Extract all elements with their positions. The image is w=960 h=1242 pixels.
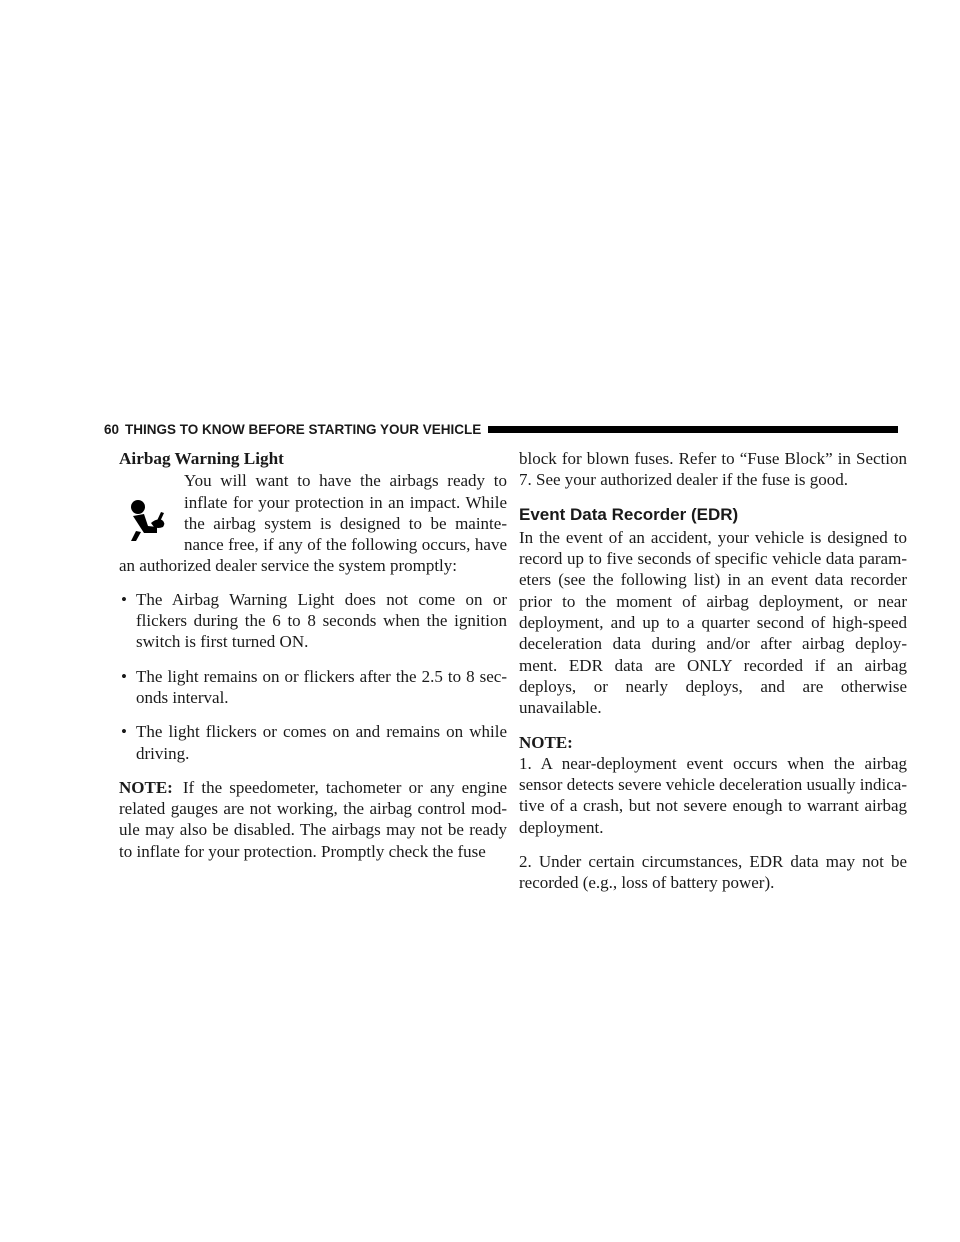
continued-paragraph: block for blown fuses. Refer to “Fuse Block” in Section 7. See your authorized dealer if the fuse is good.	[519, 449, 907, 490]
intro-line: You will want to have the airbags ready to	[184, 471, 507, 491]
airbag-warning-heading: Airbag Warning Light	[119, 449, 284, 468]
airbag-intro	[119, 470, 507, 576]
page-header	[104, 418, 898, 440]
edr-note-heading: NOTE:	[519, 732, 573, 752]
bullet: •	[121, 722, 127, 742]
intro-line: nance free, if any of the following occurs, have	[184, 535, 507, 555]
note-text: If the speedometer, tachometer or any engine related gauges are not working, the airbag control mod-ule may also be disabled. The airbags may not be ready to inflate for your protection. Promptly check the fuse	[119, 777, 507, 861]
intro-line: inflate for your protection in an impact. While	[184, 492, 507, 512]
list-item-text: The light remains on or flickers after the 2.5 to 8 sec-onds interval.	[136, 666, 507, 707]
list-item-text: The Airbag Warning Light does not come on or flickers during the 6 to 8 seconds when the ignition switch is first turned ON.	[136, 589, 507, 652]
edr-paragraph: In the event of an accident, your vehicle is designed to record up to five seconds of specific vehicle data param-eters (see the following list) in an event data recorder prior to the moment of airbag deployment, or near deployment, and up to a quarter second of high-speed deceleration data during and/or after airbag deploy-ment. EDR data are ONLY recorded if an airbag deploys, or nearly deploys, and are otherwise unavailable.	[519, 527, 907, 718]
list-item	[119, 721, 507, 764]
edr-note-item: 1. A near-deployment event occurs when the airbag sensor detects severe vehicle deceleration usually indica-tive of a crash, but not severe enough to warrant airbag deployment.	[519, 753, 907, 837]
page-number: 60	[104, 421, 120, 437]
edr-note-item: 2. Under certain circumstances, EDR data may not be recorded (e.g., loss of battery power).	[519, 852, 907, 893]
right-column	[519, 448, 907, 907]
intro-line: the airbag system is designed to be mainte-	[184, 513, 507, 533]
bullet: •	[121, 666, 127, 686]
header-rule	[488, 426, 898, 433]
airbag-conditions-list	[119, 589, 507, 764]
list-item	[119, 666, 507, 709]
intro-tail: an authorized dealer service the system promptly:	[119, 556, 457, 576]
airbag-warning-icon	[127, 498, 167, 542]
left-column	[119, 448, 507, 862]
note-label: NOTE:	[119, 777, 173, 797]
list-item-text: The light flickers or comes on and remains on while driving.	[136, 722, 507, 763]
edr-heading: Event Data Recorder (EDR)	[519, 504, 739, 524]
bullet: •	[121, 589, 127, 609]
airbag-note	[119, 777, 507, 862]
section-title: THINGS TO KNOW BEFORE STARTING YOUR VEHICLE	[125, 421, 482, 437]
list-item	[119, 589, 507, 653]
